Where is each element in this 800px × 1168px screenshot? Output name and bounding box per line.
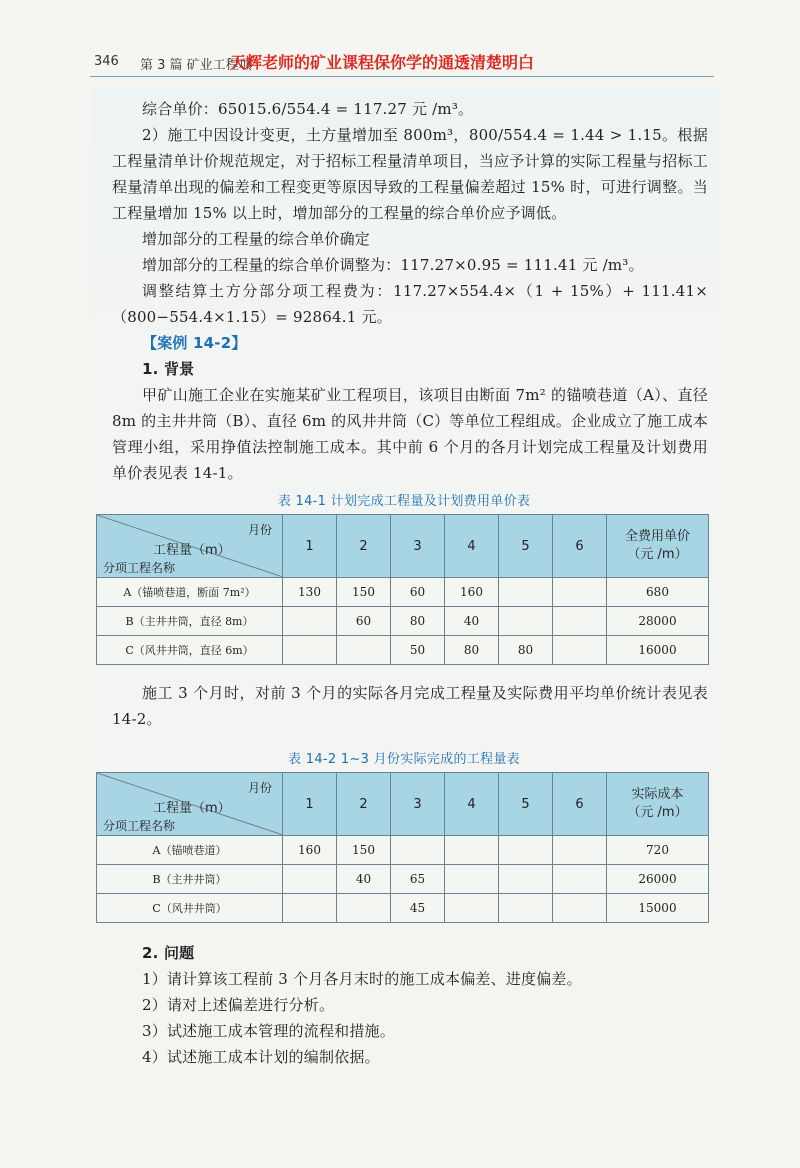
cell xyxy=(283,894,337,923)
unit-price: 28000 xyxy=(607,607,709,636)
cell: 60 xyxy=(337,607,391,636)
cell xyxy=(283,865,337,894)
paragraph: 增加部分的工程量的综合单价调整为：117.27×0.95 = 111.41 元 /m³。 xyxy=(142,256,644,274)
month-header: 5 xyxy=(499,773,553,836)
cell xyxy=(337,636,391,665)
cell: 50 xyxy=(391,636,445,665)
item-name: A（锚喷巷道） xyxy=(97,836,283,865)
cell xyxy=(391,836,445,865)
table-caption: 表 14-1 计划完成工程量及计划费用单价表 xyxy=(277,494,531,509)
item-name: B（主井井筒） xyxy=(97,865,283,894)
diagonal-header-cell xyxy=(97,773,283,836)
paragraph: 调整结算土方分部分项工程费为：117.27×554.4×（1 + 15%）+ 111.41×（800−554.4×1.15）= 92864.1 元。 xyxy=(112,282,708,326)
item-name: C（风井井筒，直径 6m） xyxy=(97,636,283,665)
question-item: 1）请计算该工程前 3 个月各月末时的施工成本偏差、进度偏差。 xyxy=(142,970,582,988)
cell xyxy=(337,894,391,923)
unit-price-header-line1: 全费用单价 xyxy=(624,529,690,544)
case-title: 【案例 14-2】 xyxy=(142,334,247,352)
month-header: 2 xyxy=(337,515,391,578)
cell xyxy=(283,636,337,665)
paragraph: 综合单价：65015.6/554.4 = 117.27 元 /m³。 xyxy=(142,100,474,118)
cell xyxy=(499,578,553,607)
cell: 80 xyxy=(499,636,553,665)
cell xyxy=(553,636,607,665)
question-item: 3）试述施工成本管理的流程和措施。 xyxy=(142,1022,395,1040)
item-name: A（锚喷巷道，断面 7m²） xyxy=(97,578,283,607)
actual-cost: 15000 xyxy=(607,894,709,923)
month-label: 月份 xyxy=(247,781,272,795)
table-row xyxy=(97,578,709,607)
cell: 80 xyxy=(445,636,499,665)
unit-price-header-line2: （元 /m） xyxy=(627,547,688,562)
quantity-label: 工程量（m） xyxy=(153,543,231,558)
month-header: 4 xyxy=(445,515,499,578)
cell xyxy=(499,894,553,923)
question-item: 2）请对上述偏差进行分析。 xyxy=(142,996,335,1014)
page-header xyxy=(94,48,714,78)
part-title: 第 3 篇 矿业工程项 xyxy=(140,58,252,73)
cell: 160 xyxy=(445,578,499,607)
section-heading: 1. 背景 xyxy=(142,360,195,378)
question-item: 4）试述施工成本计划的编制依据。 xyxy=(142,1048,380,1066)
month-header: 1 xyxy=(283,773,337,836)
month-header: 1 xyxy=(283,515,337,578)
section-heading: 2. 问题 xyxy=(142,944,195,962)
cell xyxy=(445,836,499,865)
unit-price: 16000 xyxy=(607,636,709,665)
header-divider xyxy=(90,76,714,77)
quantity-label: 工程量（m） xyxy=(153,801,231,816)
actual-cost-header-line2: （元 /m） xyxy=(627,805,688,820)
actual-cost: 26000 xyxy=(607,865,709,894)
item-name: C（风井井筒） xyxy=(97,894,283,923)
table-caption: 表 14-2 1~3 月份实际完成的工程量表 xyxy=(288,752,520,767)
cell xyxy=(553,578,607,607)
paragraph: 甲矿山施工企业在实施某矿业工程项目，该项目由断面 7m² 的锚喷巷道（A）、直径 8m 的主井井筒（B）、直径 6m 的风井井筒（C）等单位工程组成。企业成立了施工成本管理小组，采用挣值法控制施工成本。其中前 6 个月的各月计划完成工程量及计划费用单价表见表 14-1。 xyxy=(112,386,708,482)
unit-price-header xyxy=(607,515,709,578)
item-name-label: 分项工程名称 xyxy=(103,819,176,833)
table-row xyxy=(97,607,709,636)
cell xyxy=(499,836,553,865)
cell: 45 xyxy=(391,894,445,923)
body-text-top xyxy=(112,96,708,486)
month-label: 月份 xyxy=(247,523,272,537)
diagonal-header-cell xyxy=(97,515,283,578)
paragraph: 增加部分的工程量的综合单价确定 xyxy=(142,230,371,248)
unit-price: 680 xyxy=(607,578,709,607)
cell: 40 xyxy=(337,865,391,894)
actual-cost-header-line1: 实际成本 xyxy=(631,787,684,802)
cell xyxy=(445,865,499,894)
month-header: 2 xyxy=(337,773,391,836)
cell: 150 xyxy=(337,578,391,607)
plan-quantity-table xyxy=(96,514,709,665)
paragraph: 施工 3 个月时，对前 3 个月的实际各月完成工程量及实际费用平均单价统计表见表 14-2。 xyxy=(112,684,708,728)
table-row xyxy=(97,636,709,665)
cell: 160 xyxy=(283,836,337,865)
cell: 150 xyxy=(337,836,391,865)
month-header: 3 xyxy=(391,515,445,578)
cell xyxy=(499,607,553,636)
actual-cost-header xyxy=(607,773,709,836)
month-header: 6 xyxy=(553,515,607,578)
questions-section xyxy=(112,940,708,1070)
cell xyxy=(553,894,607,923)
cell xyxy=(499,865,553,894)
month-header: 6 xyxy=(553,773,607,836)
month-header: 5 xyxy=(499,515,553,578)
item-name-label: 分项工程名称 xyxy=(103,561,176,575)
cell xyxy=(553,865,607,894)
cell xyxy=(445,894,499,923)
actual-cost: 720 xyxy=(607,836,709,865)
cell: 40 xyxy=(445,607,499,636)
body-text-middle xyxy=(112,680,708,732)
table-row xyxy=(97,836,709,865)
cell xyxy=(553,607,607,636)
actual-quantity-table xyxy=(96,772,709,923)
cell: 130 xyxy=(283,578,337,607)
cell xyxy=(283,607,337,636)
cell: 60 xyxy=(391,578,445,607)
cell xyxy=(553,836,607,865)
paragraph: 2）施工中因设计变更，土方量增加至 800m³，800/554.4 = 1.44 > 1.15。根据工程量清单计价规范规定，对于招标工程量清单项目，当应予计算的实际工程量与招标工程量清单出现的偏差和工程变更等原因导致的工程量偏差超过 15% 时，可进行调整。当工程量增加 15% 以上时，增加部分的工程量的综合单价应予调低。 xyxy=(112,126,708,222)
watermark-text: 天辉老师的矿业课程保你学的通透清楚明白 xyxy=(230,53,535,72)
page-number: 346 xyxy=(94,54,119,69)
table-row xyxy=(97,894,709,923)
item-name: B（主井井筒，直径 8m） xyxy=(97,607,283,636)
month-header: 4 xyxy=(445,773,499,836)
month-header: 3 xyxy=(391,773,445,836)
cell: 65 xyxy=(391,865,445,894)
table-row xyxy=(97,865,709,894)
cell: 80 xyxy=(391,607,445,636)
